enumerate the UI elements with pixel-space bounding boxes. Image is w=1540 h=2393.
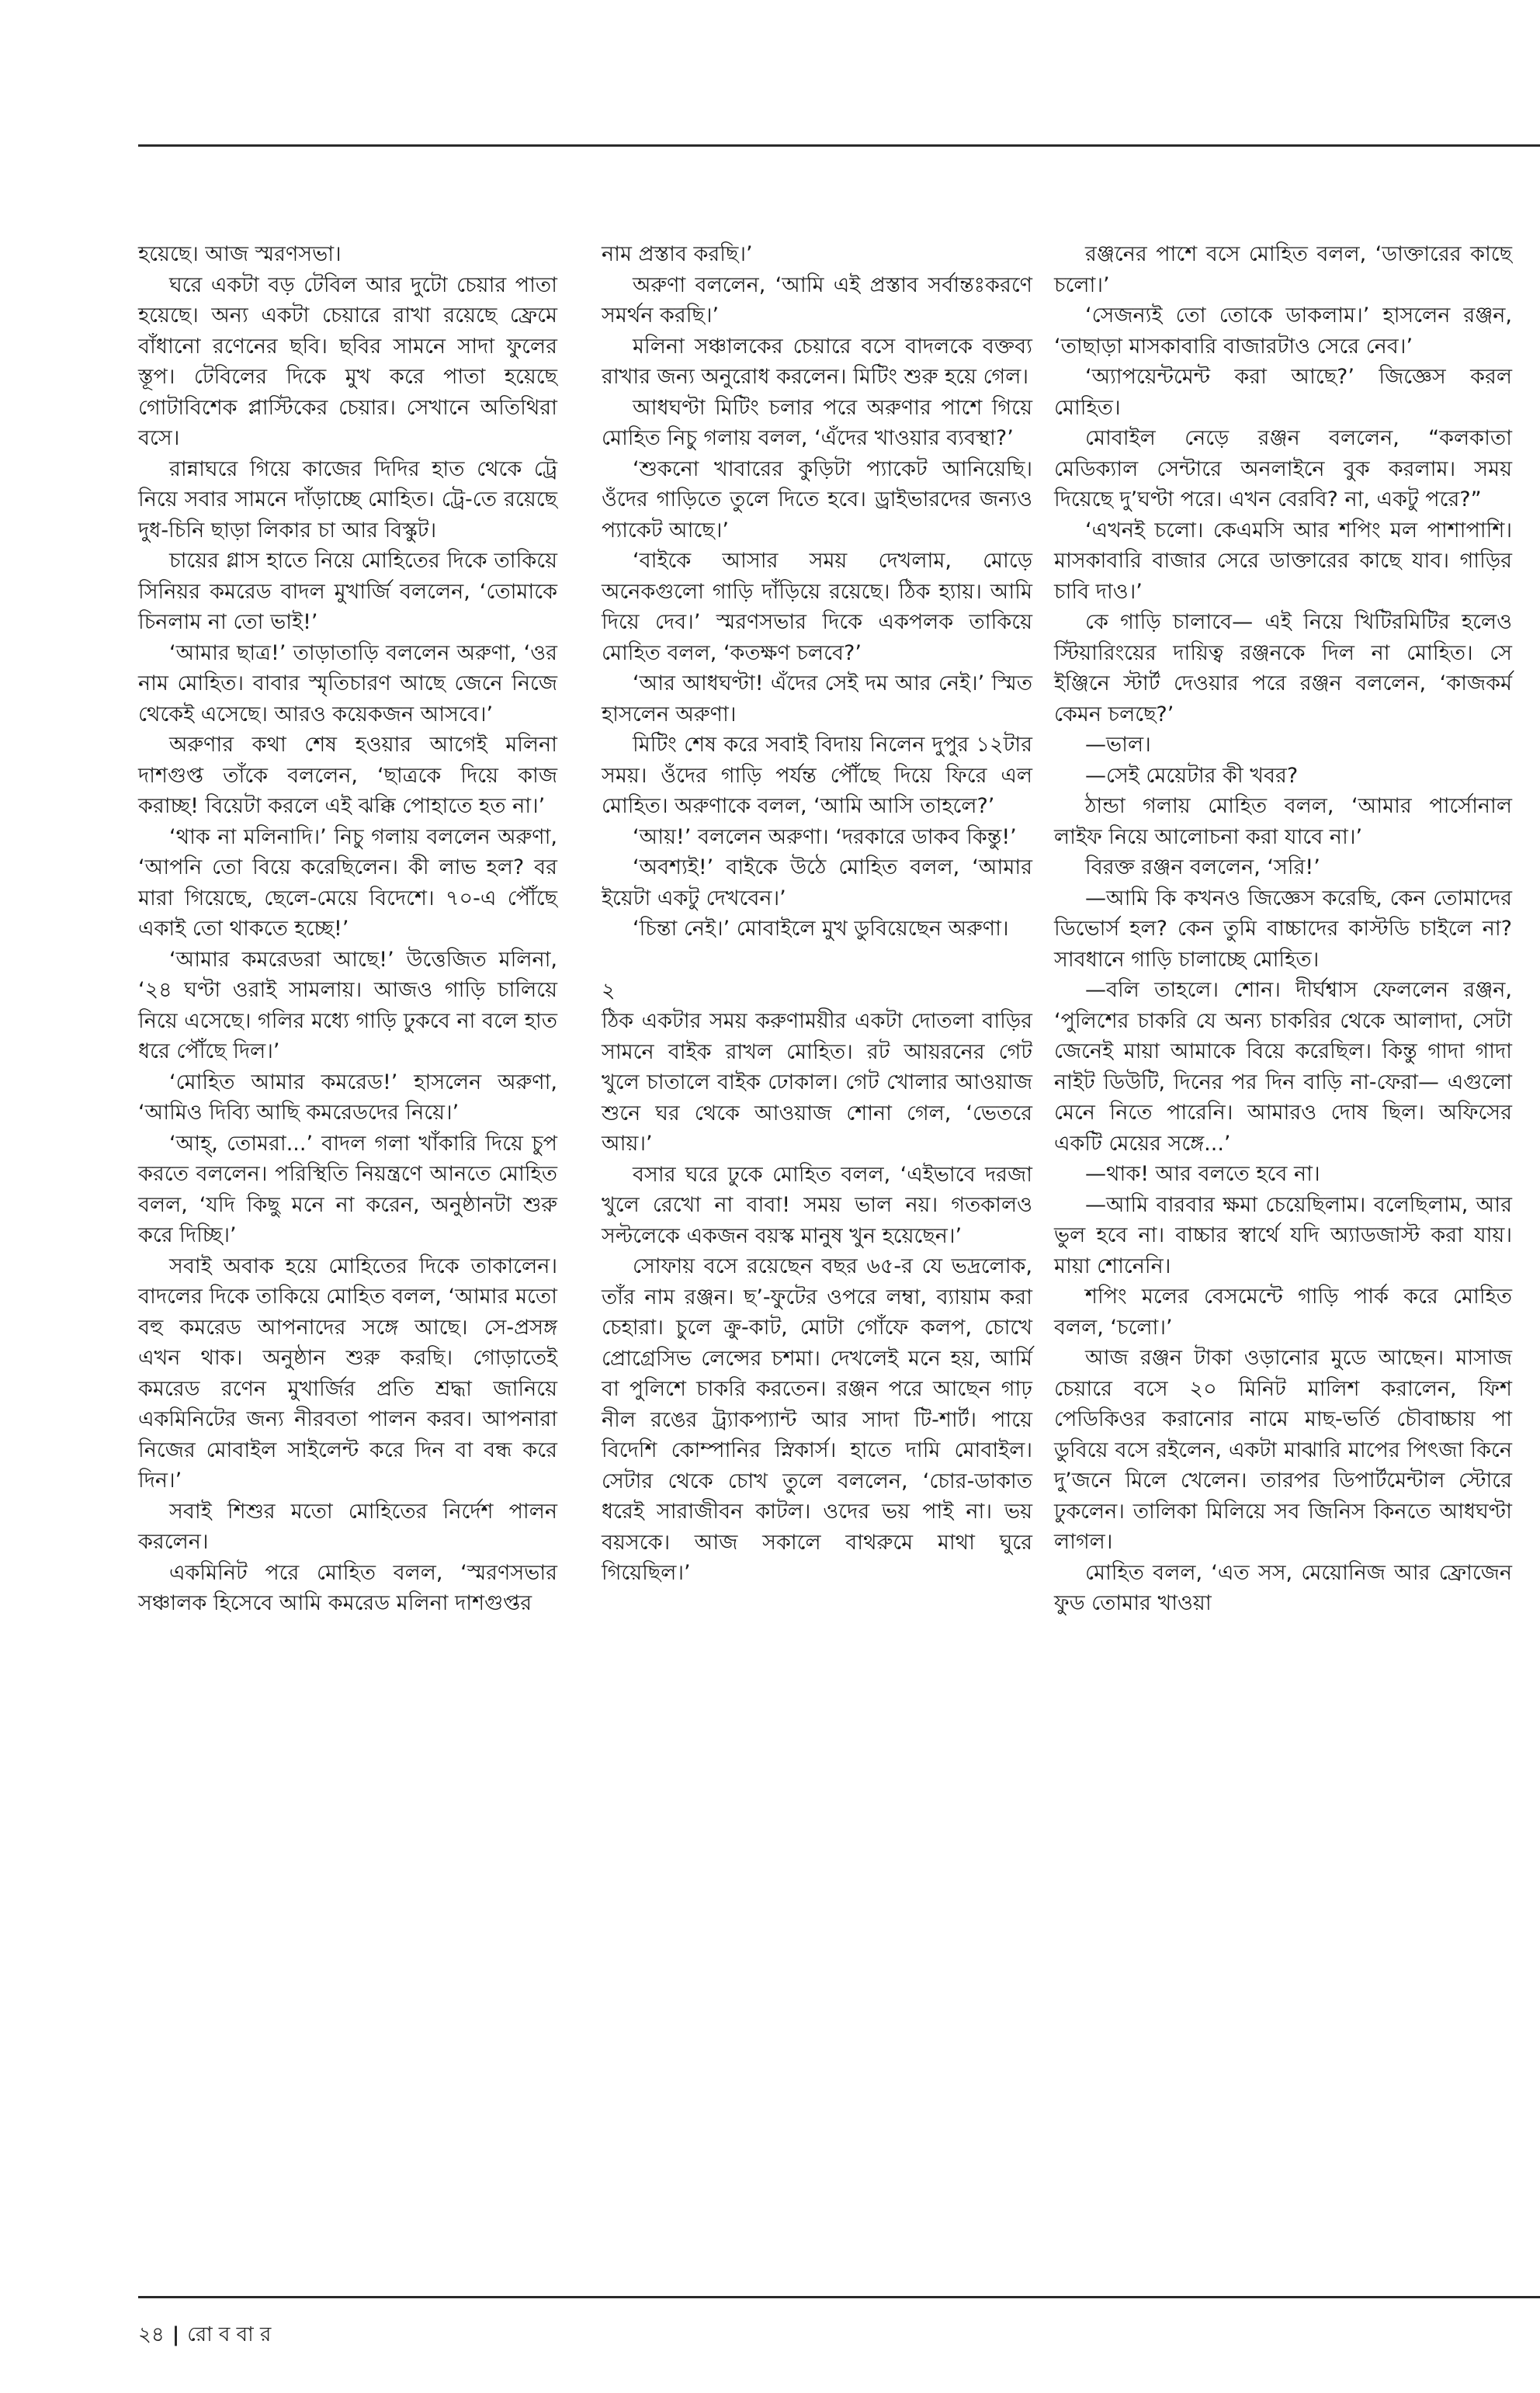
paragraph: ঠান্ডা গলায় মোহিত বলল, ‘আমার পার্সোনাল লাইফ নিয়ে আলোচনা করা যাবে না।’	[1054, 794, 1512, 849]
paragraph: ঠিক একটার সময় করুণাময়ীর একটা দোতলা বাড়ির সামনে বাইক রাখল মোহিত। রট আয়রনের গেট খুলে চাতালে বাইক ঢোকাল। গেট খোলার আওয়াজ শুনে ঘর থেকে আওয়াজ শোনা গেল, ‘ভেতরে আয়।’	[602, 1009, 1032, 1156]
paragraph: —বলি তাহলে। শোন। দীর্ঘশ্বাস ফেললেন রঞ্জন, ‘পুলিশের চাকরি যে অন্য চাকরির থেকে আলাদা, সেটা জেনেই মায়া আমাকে বিয়ে করেছিল। কিন্তু গাদা গাদা নাইট ডিউটি, দিনের পর দিন বাড়ি না-ফেরা— এগুলো মেনে নিতে পারেনি। আমারও দোষ ছিল। অফিসের একটি মেয়ের সঙ্গে...’	[1054, 978, 1512, 1156]
paragraph: রঞ্জনের পাশে বসে মোহিত বলল, ‘ডাক্তারের কাছে চলো।’	[1054, 242, 1512, 297]
paragraph: নাম প্রস্তাব করছি।’	[602, 242, 753, 266]
paragraph: —ভাল।	[1085, 733, 1151, 757]
page-number: ২৪	[138, 2323, 165, 2346]
magazine-name: রো ব বা র	[187, 2323, 272, 2346]
paragraph: —আমি কি কখনও জিজ্ঞেস করেছি, কেন তোমাদের ডিভোর্স হল? কেন তুমি বাচ্চাদের কাস্টডি চাইলে না? সাবধানে গাড়ি চালাচ্ছে মোহিত।	[1054, 886, 1512, 972]
paragraph: সবাই শিশুর মতো মোহিতের নির্দেশ পালন করলেন।	[138, 1499, 557, 1554]
column-3	[1054, 239, 1512, 1619]
paragraph: —আমি বারবার ক্ষমা চেয়েছিলাম। বলেছিলাম, আর ভুল হবে না। বাচ্চার স্বার্থে যদি অ্যাডজাস্ট করা যায়। মায়া শোনেনি।	[1054, 1192, 1512, 1278]
paragraph: কে গাড়ি চালাবে— এই নিয়ে খিটিরমিটির হলেও স্টিয়ারিংয়ের দায়িত্ব রঞ্জনকে দিল না মোহিত। সে ইঞ্জিনে স্টার্ট দেওয়ার পরে রঞ্জন বললেন, ‘কাজকর্ম কেমন চলছে?’	[1054, 610, 1512, 727]
paragraph: —সেই মেয়েটার কী খবর?	[1085, 763, 1299, 788]
paragraph: একমিনিট পরে মোহিত বলল, ‘স্মরণসভার সঞ্চালক হিসেবে আমি কমরেড মলিনা দাশগুপ্তর	[138, 1560, 557, 1615]
paragraph: ‘বাইকে আসার সময় দেখলাম, মোড়ে অনেকগুলো গাড়ি দাঁড়িয়ে রয়েছে। ঠিক হ্যায়। আমি দিয়ে দেব।’ স্মরণসভার দিকে একপলক তাকিয়ে মোহিত বলল, ‘কতক্ষণ চলবে?’	[602, 549, 1032, 665]
column-2-part-1	[602, 239, 1032, 945]
paragraph: ‘আয়!’ বললেন অরুণা। ‘দরকারে ডাকব কিন্তু!’	[633, 824, 1017, 849]
paragraph: মলিনা সঞ্চালকের চেয়ারে বসে বাদলকে বক্তব্য রাখার জন্য অনুরোধ করলেন। মিটিং শুরু হয়ে গেল।	[602, 334, 1032, 389]
paragraph: রান্নাঘরে গিয়ে কাজের দিদির হাত থেকে ট্রে নিয়ে সবার সামনে দাঁড়াচ্ছে মোহিত। ট্রে-তে রয়েছে দুধ-চিনি ছাড়া লিকার চা আর বিস্কুট।	[138, 456, 557, 543]
paragraph: ‘আহ্, তোমরা...’ বাদল গলা খাঁকারি দিয়ে চুপ করতে বললেন। পরিস্থিতি নিয়ন্ত্রণে আনতে মোহিত বলল, ‘যদি কিছু মনে না করেন, অনুষ্ঠানটা শুরু করে দিচ্ছি।’	[138, 1131, 557, 1247]
column-2	[602, 239, 1032, 1589]
paragraph: অরুণা বললেন, ‘আমি এই প্রস্তাব সর্বান্তঃকরণে সমর্থন করছি।’	[602, 272, 1032, 328]
footer-separator: |	[172, 2323, 180, 2346]
paragraph: আজ রঞ্জন টাকা ওড়ানোর মুডে আছেন। মাসাজ চেয়ারে বসে ২০ মিনিট মালিশ করালেন, ফিশ পেডিকিওর করানোর নামে মাছ-ভর্তি চৌবাচ্চায় পা ডুবিয়ে বসে রইলেন, একটা মাঝারি মাপের পিৎজা কিনে দু’জনে মিলে খেলেন। তারপর ডিপার্টমেন্টাল স্টোরে ঢুকলেন। তালিকা মিলিয়ে সব জিনিস কিনতে আধঘণ্টা লাগল।	[1054, 1346, 1512, 1554]
top-rule	[138, 144, 1540, 147]
paragraph: ‘সেজন্যই তো তোকে ডাকলাম।’ হাসলেন রঞ্জন, ‘তাছাড়া মাসকাবারি বাজারটাও সেরে নেব।’	[1054, 303, 1512, 359]
paragraph: ‘মোহিত আমার কমরেড!’ হাসলেন অরুণা, ‘আমিও দিব্যি আছি কমরেডদের নিয়ে।’	[138, 1070, 557, 1125]
paragraph: আধঘণ্টা মিটিং চলার পরে অরুণার পাশে গিয়ে মোহিত নিচু গলায় বলল, ‘এঁদের খাওয়ার ব্যবস্থা?’	[602, 395, 1032, 450]
paragraph: মোহিত বলল, ‘এত সস, মেয়োনিজ আর ফ্রোজেন ফুড তোমার খাওয়া	[1054, 1560, 1512, 1615]
paragraph: মোবাইল নেড়ে রঞ্জন বললেন, “কলকাতা মেডিক্যাল সেন্টারে অনলাইনে বুক করলাম। সময় দিয়েছে দু’ঘণ্টা পরে। এখন বেরবি? না, একটু পরে?”	[1054, 426, 1512, 512]
column-1	[138, 239, 557, 1619]
paragraph: বসার ঘরে ঢুকে মোহিত বলল, ‘এইভাবে দরজা খুলে রেখো না বাবা! সময় ভাল নয়। গতকালও সল্টলেকে একজন বয়স্ক মানুষ খুন হয়েছেন।’	[602, 1162, 1032, 1248]
paragraph: সবাই অবাক হয়ে মোহিতের দিকে তাকালেন। বাদলের দিকে তাকিয়ে মোহিত বলল, ‘আমার মতো বহু কমরেড আপনাদের সঙ্গে আছে। সে-প্রসঙ্গ এখন থাক। অনুষ্ঠান শুরু করছি। গোড়াতেই কমরেড রণেন মুখার্জির প্রতি শ্রদ্ধা জানিয়ে একমিনিটের জন্য নীরবতা পালন করব। আপনারা নিজের মোবাইল সাইলেন্ট করে দিন বা বন্ধ করে দিন।’	[138, 1254, 557, 1493]
paragraph: ‘আমার কমরেডরা আছে!’ উত্তেজিত মলিনা, ‘২৪ ঘণ্টা ওরাই সামলায়। আজও গাড়ি চালিয়ে নিয়ে এসেছে। গলির মধ্যে গাড়ি ঢুকবে না বলে হাত ধরে পৌঁছে দিল।’	[138, 947, 557, 1063]
paragraph: —থাক! আর বলতে হবে না।	[1085, 1162, 1320, 1186]
column-2-part-2	[602, 1006, 1032, 1589]
paragraph: ‘চিন্তা নেই।’ মোবাইলে মুখ ডুবিয়েছেন অরুণা।	[633, 917, 1009, 941]
paragraph: ‘এখনই চলো। কেএমসি আর শপিং মল পাশাপাশি। মাসকাবারি বাজার সেরে ডাক্তারের কাছে যাব। গাড়ির চাবি দাও।’	[1054, 518, 1512, 604]
paragraph: ‘আমার ছাত্র!’ তাড়াতাড়ি বললেন অরুণা, ‘ওর নাম মোহিত। বাবার স্মৃতিচারণ আছে জেনে নিজে থেকেই এসেছে। আরও কয়েকজন আসবে।’	[138, 640, 557, 727]
paragraph: ‘থাক না মলিনাদি।’ নিচু গলায় বললেন অরুণা, ‘আপনি তো বিয়ে করেছিলেন। কী লাভ হল? বর মারা গিয়েছে, ছেলে-মেয়ে বিদেশে। ৭০-এ পৌঁছে একাই তো থাকতে হচ্ছে!’	[138, 824, 557, 941]
paragraph: ‘অবশ্যই!’ বাইকে উঠে মোহিত বলল, ‘আমার ইয়েটা একটু দেখবেন।’	[602, 855, 1032, 910]
paragraph: ‘আর আধঘণ্টা! এঁদের সেই দম আর নেই।’ স্মিত হাসলেন অরুণা।	[602, 671, 1032, 727]
paragraph: ঘরে একটা বড় টেবিল আর দুটো চেয়ার পাতা হয়েছে। অন্য একটা চেয়ারে রাখা রয়েছে ফ্রেমে বাঁধানো রণেনের ছবি। ছবির সামনে সাদা ফুলের স্তূপ। টেবিলের দিকে মুখ করে পাতা হয়েছে গোটাবিশেক প্লাস্টিকের চেয়ার। সেখানে অতিথিরা বসে।	[138, 272, 557, 450]
paragraph: বিরক্ত রঞ্জন বললেন, ‘সরি!’	[1085, 855, 1320, 879]
paragraph: অরুণার কথা শেষ হওয়ার আগেই মলিনা দাশগুপ্ত তাঁকে বললেন, ‘ছাত্রকে দিয়ে কাজ করাচ্ছ! বিয়েটা করলে এই ঝক্কি পোহাতে হত না।’	[138, 733, 557, 818]
paragraph: ‘শুকনো খাবারের কুড়িটা প্যাকেট আনিয়েছি। ওঁদের গাড়িতে তুলে দিতে হবে। ড্রাইভারদের জন্যও প্যাকেট আছে।’	[602, 456, 1032, 543]
page-footer	[138, 2321, 271, 2349]
bottom-rule	[138, 2296, 1540, 2298]
paragraph: সোফায় বসে রয়েছেন বছর ৬৫-র যে ভদ্রলোক, তাঁর নাম রঞ্জন। ছ’-ফুটের ওপরে লম্বা, ব্যায়াম করা চেহারা। চুলে ক্রু-কাট, মোটা গোঁফে কলপ, চোখে প্রোগ্রেসিভ লেন্সের চশমা। দেখলেই মনে হয়, আর্মি বা পুলিশে চাকরি করতেন। রঞ্জন পরে আছেন গাঢ় নীল রঙের ট্র্যাকপ্যান্ট আর সাদা টি-শার্ট। পায়ে বিদেশি কোম্পানির স্নিকার্স। হাতে দামি মোবাইল। সেটার থেকে চোখ তুলে বললেন, ‘চোর-ডাকাত ধরেই সারাজীবন কাটল। ওদের ভয় পাই না। ভয় বয়সকে। আজ সকালে বাথরুমে মাথা ঘুরে গিয়েছিল।’	[602, 1254, 1032, 1585]
paragraph: মিটিং শেষ করে সবাই বিদায় নিলেন দুপুর ১২টার সময়। ওঁদের গাড়ি পর্যন্ত পৌঁছে দিয়ে ফিরে এল মোহিত। অরুণাকে বলল, ‘আমি আসি তাহলে?’	[602, 733, 1032, 818]
section-number: ২	[602, 978, 616, 1003]
paragraph: চায়ের গ্লাস হাতে নিয়ে মোহিতের দিকে তাকিয়ে সিনিয়র কমরেড বাদল মুখার্জি বললেন, ‘তোমাকে চিনলাম না তো ভাই!’	[138, 549, 557, 634]
paragraph: শপিং মলের বেসমেন্টে গাড়ি পার্ক করে মোহিত বলল, ‘চলো।’	[1054, 1285, 1512, 1340]
paragraph: হয়েছে। আজ স্মরণসভা।	[138, 242, 342, 266]
paragraph: ‘অ্যাপয়েন্টমেন্ট করা আছে?’ জিজ্ঞেস করল মোহিত।	[1054, 365, 1512, 420]
